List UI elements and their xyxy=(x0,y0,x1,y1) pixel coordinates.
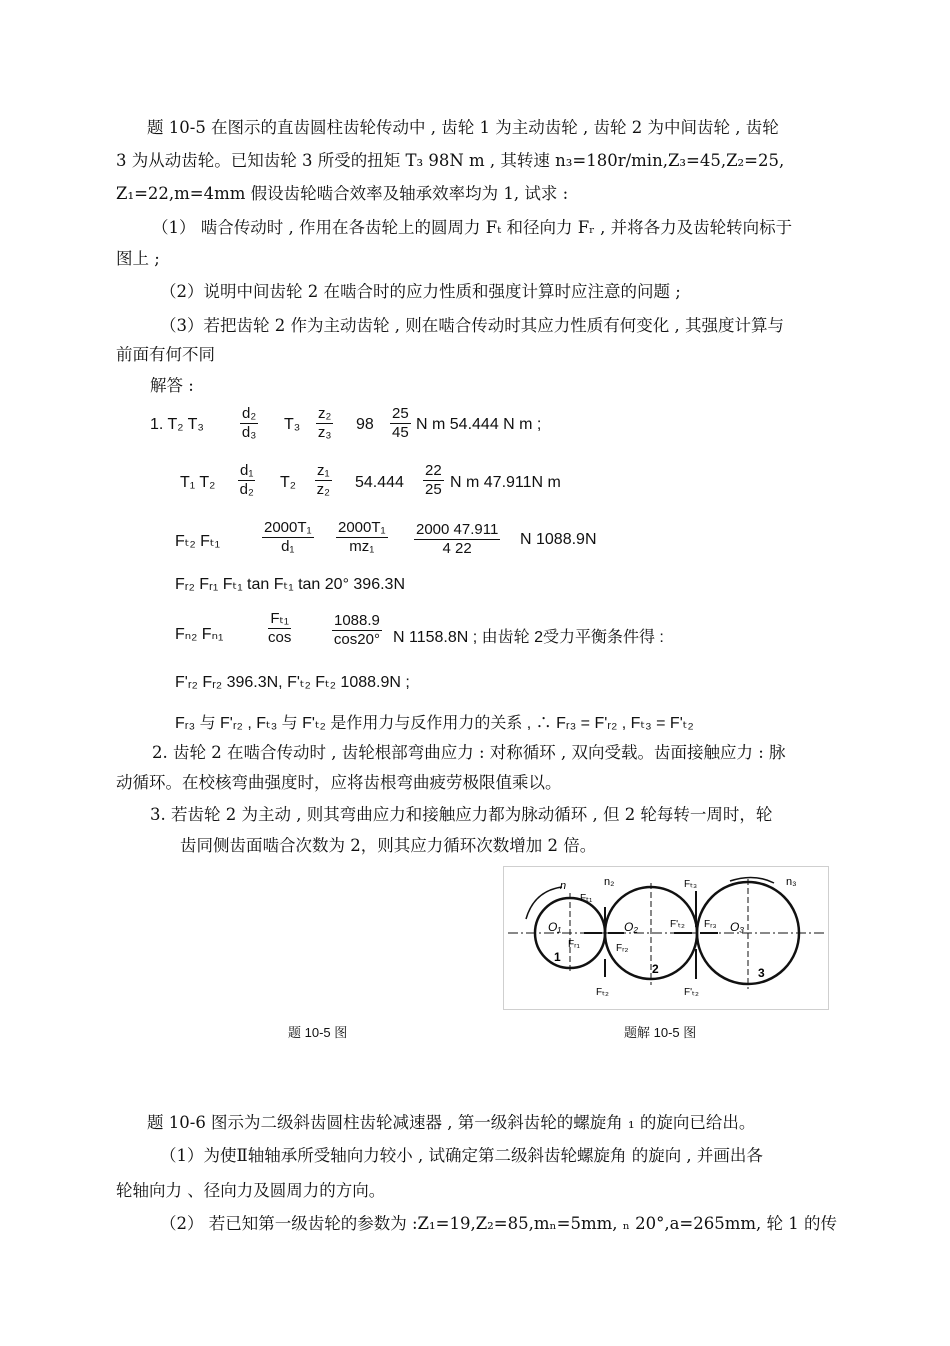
eq3-result: N 1088.9N xyxy=(520,531,597,548)
gear-diagram xyxy=(504,867,828,1009)
label-ft2-prime: F'ₜ₂ xyxy=(670,919,685,930)
label-fr3: Fᵣ₃ xyxy=(704,919,717,930)
eq2-fraction-num xyxy=(423,462,444,499)
label-fr1: Fᵣ₁ xyxy=(568,939,580,950)
label-ft2-prime-bottom: F'ₜ₂ xyxy=(684,987,699,998)
frac-den: cos xyxy=(268,629,292,646)
label-ft3: Fₜ₃ xyxy=(684,879,698,890)
label-n2: n₂ xyxy=(604,876,615,888)
question-1-line2: 图上 ; xyxy=(116,249,160,268)
answer-3-line1: 3. 若齿轮 2 为主动 , 则其弯曲应力和接触应力都为脉动循环 , 但 2 轮每转一周时，轮 xyxy=(150,805,773,824)
frac-num: 2000 47.911 xyxy=(416,521,499,538)
eq3-fraction-1 xyxy=(262,519,314,556)
frac-den: z₂ xyxy=(316,481,330,498)
frac-den: d₁ xyxy=(281,538,295,555)
eq2-fraction-d xyxy=(238,462,255,499)
frac-den: z₃ xyxy=(317,424,332,441)
label-fr2: Fᵣ₂ xyxy=(616,943,629,954)
eq2-value: 54.444 xyxy=(355,474,404,491)
eq3-fraction-3 xyxy=(414,521,500,558)
frac-num: z₁ xyxy=(317,462,330,479)
problem-10-6-line4: （2） 若已知第一级齿轮的参数为 :Z₁=19,Z₂=85,mₙ=5mm, ₙ 20°,a=265mm, 轮 1 的传 xyxy=(160,1214,838,1233)
eq2-prefix: T₁ T₂ xyxy=(180,474,216,491)
eq7: Fᵣ₃ 与 F'ᵣ₂ , Fₜ₃ 与 F'ₜ₂ 是作用力与反作用力的关系 , ∴ Fᵣ₃ = F'ᵣ₂ , Fₜ₃ = F'ₜ₂ xyxy=(175,715,694,732)
problem-10-6-line3: 轮轴向力 、径向力及圆周力的方向。 xyxy=(116,1181,386,1200)
problem-10-5-line1: 题 10-5 在图示的直齿圆柱齿轮传动中 , 齿轮 1 为主动齿轮 , 齿轮 2 为中间齿轮 , 齿轮 xyxy=(147,118,779,137)
label-o3: O₃ xyxy=(730,920,745,934)
label-ft2: Fₜ₂ xyxy=(596,987,609,998)
label-n3: n₃ xyxy=(786,876,797,888)
frac-num: 2000T₁ xyxy=(264,519,312,536)
answer-2-line2: 动循环。在校核弯曲强度时，应将齿根弯曲疲劳极限值乘以。 xyxy=(116,773,562,792)
eq3-prefix: Fₜ₂ Fₜ₁ xyxy=(175,533,221,550)
frac-num: 2000T₁ xyxy=(338,519,386,536)
eq2-t2: T₂ xyxy=(280,474,296,491)
eq2-fraction-z xyxy=(315,462,332,499)
frac-den: 45 xyxy=(392,424,409,441)
label-gear-3: 3 xyxy=(758,966,765,980)
answer-2-line1: 2. 齿轮 2 在啮合传动时 , 齿轮根部弯曲应力 : 对称循环 , 双向受载。齿面接触应力 : 脉 xyxy=(152,743,786,762)
eq1-fraction-z xyxy=(316,405,333,442)
label-gear-2: 2 xyxy=(652,962,659,976)
label-o1: O₁ xyxy=(548,920,562,934)
frac-num: 1088.9 xyxy=(334,612,380,629)
eq1-fraction-num xyxy=(390,405,411,442)
label-n1: n xyxy=(560,880,567,892)
frac-num: z₂ xyxy=(318,405,332,422)
eq6: F'ᵣ₂ Fᵣ₂ 396.3N, F'ₜ₂ Fₜ₂ 1088.9N ; xyxy=(175,674,410,691)
problem-10-6-line1: 题 10-6 图示为二级斜齿圆柱齿轮减速器 , 第一级斜齿轮的螺旋角 ₁ 的旋向已给出。 xyxy=(147,1113,756,1132)
eq3-fraction-2 xyxy=(336,519,388,556)
question-2: （2）说明中间齿轮 2 在啮合时的应力性质和强度计算时应注意的问题 ; xyxy=(160,282,681,301)
eq1-prefix: 1. T₂ T₃ xyxy=(150,416,204,433)
rotation-arrow-1 xyxy=(526,887,562,919)
frac-den: cos20° xyxy=(333,631,380,648)
eq5-result: N 1158.8N ; 由齿轮 2受力平衡条件得 : xyxy=(393,629,664,646)
frac-den: 25 xyxy=(425,481,442,498)
caption-right: 题解 10-5 图 xyxy=(624,1025,697,1040)
answer-label: 解答 : xyxy=(150,376,194,395)
eq5-prefix: Fₙ₂ Fₙ₁ xyxy=(175,626,224,643)
frac-num: 25 xyxy=(392,405,409,422)
question-3-line1: （3）若把齿轮 2 作为主动齿轮 , 则在啮合传动时其应力性质有何变化 , 其强度计算与 xyxy=(160,316,784,335)
answer-3-line2: 齿同侧齿面啮合次数为 2，则其应力循环次数增加 2 倍。 xyxy=(180,836,597,855)
eq4: Fᵣ₂ Fᵣ₁ Fₜ₁ tan Fₜ₁ tan 20° 396.3N xyxy=(175,576,405,593)
frac-num: d₁ xyxy=(240,462,254,479)
eq1-result: N m 54.444 N m ; xyxy=(416,416,542,433)
label-ft1: Fₜ₁ xyxy=(580,893,593,904)
eq5-fraction-1 xyxy=(268,610,291,647)
frac-den: d₃ xyxy=(241,424,257,441)
label-o2: O₂ xyxy=(624,920,638,934)
problem-10-5-line2: 3 为从动齿轮。已知齿轮 3 所受的扭矩 T₃ 98N m , 其转速 n₃=180r/min,Z₃=45,Z₂=25, xyxy=(116,151,785,170)
eq2-result: N m 47.911N m xyxy=(450,474,561,491)
frac-num: 22 xyxy=(425,462,442,479)
frac-den: d₂ xyxy=(239,481,254,498)
problem-10-5-line3: Z₁=22,m=4mm 假设齿轮啮合效率及轴承效率均为 1, 试求 : xyxy=(116,184,569,203)
frac-den: mz₁ xyxy=(349,538,375,555)
eq1-fraction-d xyxy=(240,405,258,442)
frac-num: Fₜ₁ xyxy=(268,610,291,629)
label-gear-1: 1 xyxy=(554,950,561,964)
eq1-98: 98 xyxy=(356,416,374,433)
question-3-line2: 前面有何不同 xyxy=(116,345,215,364)
eq5-fraction-2 xyxy=(332,612,382,649)
frac-den: 4 22 xyxy=(442,540,472,557)
question-1-line1: （1） 啮合传动时 , 作用在各齿轮上的圆周力 Fₜ 和径向力 Fᵣ , 并将各力及齿轮转向标于 xyxy=(152,218,793,237)
frac-num: d₂ xyxy=(242,405,257,422)
gear-figure xyxy=(503,866,829,1010)
eq1-t3: T₃ xyxy=(284,416,301,433)
caption-left: 题 10-5 图 xyxy=(288,1025,348,1040)
problem-10-6-line2: （1）为使Ⅱ轴轴承所受轴向力较小 , 试确定第二级斜齿轮螺旋角 的旋向 , 并画出各 xyxy=(160,1146,763,1165)
